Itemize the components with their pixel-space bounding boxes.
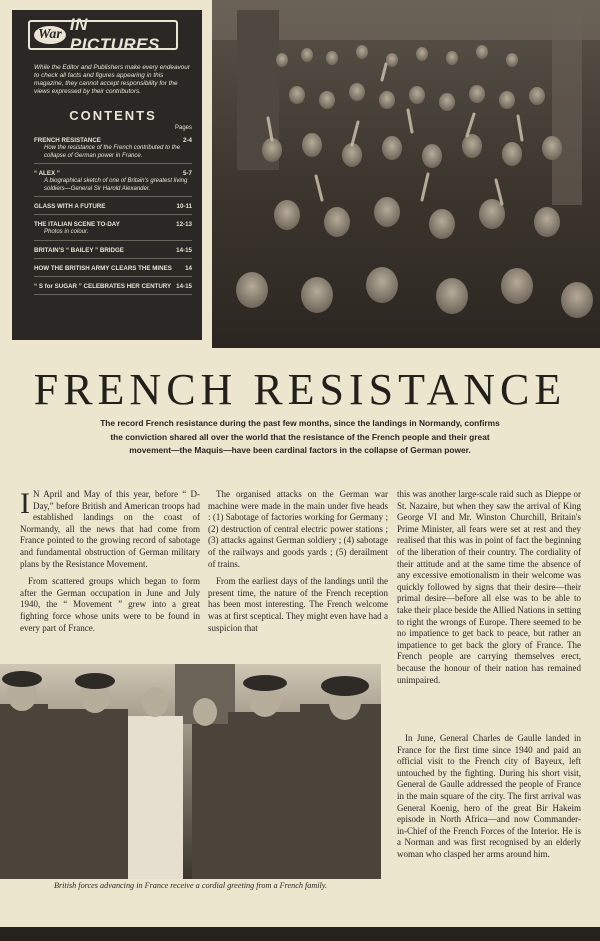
contents-item-pages: 12-13 xyxy=(176,221,192,228)
contents-item-description: A biographical sketch of one of Britain's greatest living soldiers—General Sir Harold Alexander. xyxy=(44,178,188,192)
masthead-logo xyxy=(28,15,178,54)
contents-item-title: GLASS WITH A FUTURE xyxy=(34,203,106,210)
contents-item-title: FRENCH RESISTANCE xyxy=(34,137,101,144)
contents-item-title: “ S for SUGAR ” CELEBRATES HER CENTURY xyxy=(34,282,172,290)
article-paragraph: this was another large-scale raid such as Dieppe or St. Nazaire, but when they saw the arrival of King George VI and Mr. Winston Churchill, Britain's Prime Minister, all fears were set at rest and they realised that this was in point of fact the beginning of the liberation of their country. The cordiality of their attitude and at the same time the absence of any excessive emotionalism in their welcome was quickly followed by signs that their desire—their primal desire—before all else was to be able to take their place beside the Allied Nations in setting to right the wrongs of Europe. There seemed to be no impatience to get back to peace, but rather an impatience to get back the glory of France. The French people are carrying themselves erect, because the honour of their nation has remained unimpaired. xyxy=(397,489,581,685)
article-column-1 xyxy=(20,489,200,640)
contents-item-title: HOW THE BRITISH ARMY CLEARS THE MINES xyxy=(34,264,172,272)
pages-label: Pages xyxy=(174,125,192,131)
contents-item[interactable] xyxy=(34,170,192,197)
contents-panel xyxy=(12,10,202,340)
article-paragraph: In June, General Charles de Gaulle landed in France for the first time since 1940 and paid an official visit to the French city of Bayeux, left untouched by the fighting. During his short visit, General de Gaulle addressed the people of France in the main square of the city. The first arrival was General Koenig, hero of the great Bir Hakeim episode in North Africa—and now Commander-in-Chief of the French Forces of the Interior. He is a Norman and was first recognised by an elderly woman who clasped her arms around him. xyxy=(397,733,581,859)
photo-caption: British forces advancing in France receive a cordial greeting from a French family. xyxy=(53,881,328,890)
article-text: N April and May of this year, before “ D-Day,” before British and American troops had established landings on the coast of Normandy, all the news that had come from France pointed to the growing record of sabotage and fundamental obstruction of German military plans by the Resistance Movement. xyxy=(20,489,200,569)
article-column-3-continued xyxy=(397,733,581,861)
contents-item-pages: 14-15 xyxy=(176,246,192,254)
contents-item-title: THE ITALIAN SCENE TO-DAY xyxy=(34,221,120,228)
masthead-in-pictures: IN PICTURES xyxy=(69,15,160,54)
contents-item-pages: 5-7 xyxy=(183,170,192,177)
contents-item[interactable] xyxy=(34,247,192,259)
crowd-photo-image xyxy=(212,0,600,348)
crowd-photo xyxy=(212,0,600,348)
contents-list xyxy=(34,137,192,295)
contents-item-pages: 14-15 xyxy=(176,282,192,290)
article-column-2 xyxy=(208,489,388,640)
contents-item[interactable] xyxy=(34,203,192,215)
page-title: FRENCH RESISTANCE xyxy=(33,365,567,414)
article-column-3 xyxy=(397,489,581,692)
contents-item[interactable] xyxy=(34,221,192,241)
article-paragraph: The organised attacks on the German war machine were made in the main under five heads : (1) Sabotage of factories working for Germany ; (2) destruction of central electric power stations ; (3) attacks against German soldiery ; (4) sabotage of the railways and goods yards ; (5) derailment of trains. xyxy=(208,489,388,569)
contents-item-title: BRITAIN'S “ BAILEY ” BRIDGE xyxy=(34,246,124,254)
editorial-disclaimer: While the Editor and Publishers make every endeavour to check all facts and figures appearing in this magazine, they cannot accept responsibility for the views expressed by their contributors. xyxy=(34,64,190,95)
article-paragraph: From scattered groups which began to form after the German occupation in June and July 1940, the “ Movement ” grew into a great fighting force whose units were to be found in every part of France. xyxy=(20,576,200,633)
contents-item-description: How the resistance of the French contributed to the collapse of German power in France. xyxy=(44,145,181,159)
standfirst: The record French resistance during the past few months, since the landings in Normandy, confirms the conviction shared all over the world that the resistance of the French people and their great movement—the Maquis—have been cardinal factors in the collapse of German power. xyxy=(100,418,500,455)
contents-item-pages: 14 xyxy=(185,264,192,272)
contents-item[interactable] xyxy=(34,265,192,277)
masthead-war: War xyxy=(34,26,66,44)
contents-item[interactable] xyxy=(34,283,192,295)
drop-cap: I xyxy=(20,487,30,520)
contents-item-title: “ ALEX ” xyxy=(34,170,60,177)
soldiers-photo-image xyxy=(0,664,381,879)
contents-item-pages: 10-11 xyxy=(176,203,192,210)
article-paragraph: From the earliest days of the landings until the present time, the nature of the French reception has been most interesting. The French welcome was at first sceptical. They might even have had a suspicion that xyxy=(208,576,388,633)
contents-item-pages: 2-4 xyxy=(183,137,192,144)
contents-title: CONTENTS xyxy=(69,108,157,123)
contents-item[interactable] xyxy=(34,137,192,164)
contents-item-description: Photos in colour. xyxy=(44,229,89,235)
page-bottom-edge xyxy=(0,927,600,941)
soldiers-photo xyxy=(0,664,381,879)
article-paragraph xyxy=(20,489,200,570)
